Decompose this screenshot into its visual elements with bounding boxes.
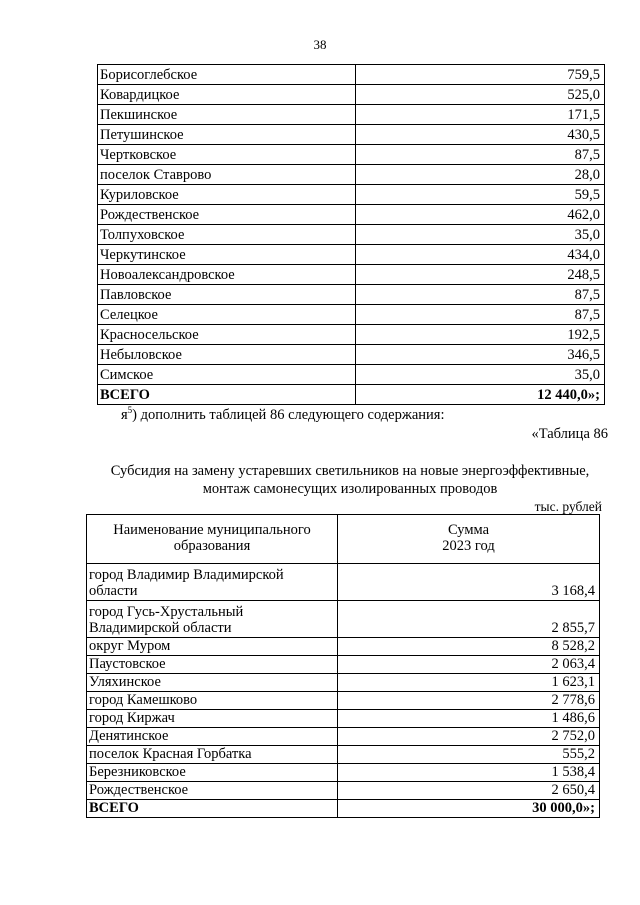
table-header-row [87, 515, 600, 564]
subsidy-amount: 462,0 [356, 205, 605, 225]
table-row [98, 285, 605, 305]
table-row [87, 782, 600, 800]
municipality-name: Петушинское [98, 125, 356, 145]
subsidy-amount: 2 650,4 [338, 782, 600, 800]
table-row [87, 656, 600, 674]
municipality-name: Паустовское [87, 656, 338, 674]
table-row [98, 65, 605, 85]
municipality-name-line-2: Владимирской области [89, 620, 232, 637]
subsidy-amount: 346,5 [356, 345, 605, 365]
total-amount: 12 440,0»; [356, 385, 605, 405]
municipality-name: город Киржач [87, 710, 338, 728]
subsidy-amount: 1 486,6 [338, 710, 600, 728]
header-municipality-line-2: образования [173, 538, 251, 554]
subsidy-amount: 430,5 [356, 125, 605, 145]
subsidy-amount: 192,5 [356, 325, 605, 345]
note-superscript: 5 [127, 405, 133, 415]
municipality-name: поселок Ставрово [98, 165, 356, 185]
municipality-name: Черкутинское [98, 245, 356, 265]
municipality-name: Ковардицкое [98, 85, 356, 105]
table-row [87, 710, 600, 728]
note-prefix: я [121, 406, 128, 423]
subsidy-amount: 525,0 [356, 85, 605, 105]
title-line-2: монтаж самонесущих изолированных проводов [202, 481, 498, 498]
total-row [98, 385, 605, 405]
table-row [98, 125, 605, 145]
municipality-name: Павловское [98, 285, 356, 305]
header-amount-line-1: Сумма [447, 522, 490, 539]
municipality-name-line-1: город Гусь-Хрустальный [89, 604, 244, 621]
municipality-name: Борисоглебское [98, 65, 356, 85]
municipality-name [87, 601, 338, 638]
municipality-name: Новоалександровское [98, 265, 356, 285]
table-row [87, 728, 600, 746]
subsidy-amount: 8 528,2 [338, 638, 600, 656]
subsidy-amount: 759,5 [356, 65, 605, 85]
header-amount [338, 515, 600, 564]
municipality-name: Чертковское [98, 145, 356, 165]
municipality-name: Пекшинское [98, 105, 356, 125]
subsidy-amount: 2 752,0 [338, 728, 600, 746]
table-row [98, 145, 605, 165]
total-label: ВСЕГО [87, 800, 338, 818]
subsidy-amount: 171,5 [356, 105, 605, 125]
municipality-name: Небыловское [98, 345, 356, 365]
table-row [98, 185, 605, 205]
municipality-name: город Камешково [87, 692, 338, 710]
subsidy-amount: 1 538,4 [338, 764, 600, 782]
amendment-note [121, 405, 445, 424]
table-row [87, 692, 600, 710]
table-title [90, 462, 610, 498]
table-row [98, 205, 605, 225]
table-row [98, 325, 605, 345]
table-row [98, 365, 605, 385]
subsidy-amount: 555,2 [338, 746, 600, 764]
municipality-name-line-1: город Владимир Владимирской [89, 567, 284, 584]
subsidy-amount: 35,0 [356, 225, 605, 245]
subsidy-amount: 59,5 [356, 185, 605, 205]
table-row [98, 245, 605, 265]
municipality-name: Уляхинское [87, 674, 338, 692]
municipality-name: Куриловское [98, 185, 356, 205]
municipality-name: Симское [98, 365, 356, 385]
total-row [87, 800, 600, 818]
table-row [98, 165, 605, 185]
table-row [98, 105, 605, 125]
municipality-name-line-2: области [89, 583, 138, 600]
table-row [87, 601, 600, 638]
subsidy-amount: 28,0 [356, 165, 605, 185]
municipality-name: округ Муром [87, 638, 338, 656]
title-line-1: Субсидия на замену устаревших светильников на новые энергоэффективные, [110, 463, 590, 479]
table-row [98, 265, 605, 285]
table-row [98, 85, 605, 105]
municipality-name: Толпуховское [98, 225, 356, 245]
municipality-name: Денятинское [87, 728, 338, 746]
header-municipality [87, 515, 338, 564]
table-row [98, 345, 605, 365]
municipality-name: поселок Красная Горбатка [87, 746, 338, 764]
table-row [87, 638, 600, 656]
subsidy-amount: 87,5 [356, 305, 605, 325]
municipality-name: Рождественское [98, 205, 356, 225]
note-text: ) дополнить таблицей 86 следующего содержания: [132, 406, 445, 423]
subsidy-amount: 87,5 [356, 145, 605, 165]
subsidy-amount: 1 623,1 [338, 674, 600, 692]
total-amount: 30 000,0»; [338, 800, 600, 818]
total-label: ВСЕГО [98, 385, 356, 405]
subsidy-amount: 87,5 [356, 285, 605, 305]
table-row [98, 225, 605, 245]
table-row [87, 764, 600, 782]
municipality-name: Красносельское [98, 325, 356, 345]
subsidy-amount: 2 063,4 [338, 656, 600, 674]
subsidy-amount: 2 855,7 [338, 601, 600, 638]
subsidy-amount: 248,5 [356, 265, 605, 285]
table-row [87, 564, 600, 601]
subsidy-amount: 3 168,4 [338, 564, 600, 601]
table-top-subsidies [97, 64, 605, 405]
header-municipality-line-1: Наименование муниципального [113, 522, 311, 539]
subsidy-amount: 2 778,6 [338, 692, 600, 710]
table-86 [86, 514, 600, 818]
table-row [98, 305, 605, 325]
table-label: «Таблица 86 [531, 426, 608, 442]
header-amount-line-2: 2023 год [442, 538, 495, 554]
table-row [87, 674, 600, 692]
subsidy-amount: 434,0 [356, 245, 605, 265]
units-label: тыс. рублей [534, 499, 602, 514]
municipality-name [87, 564, 338, 601]
municipality-name: Селецкое [98, 305, 356, 325]
subsidy-amount: 35,0 [356, 365, 605, 385]
page-number: 38 [313, 37, 327, 52]
table-row [87, 746, 600, 764]
municipality-name: Рождественское [87, 782, 338, 800]
municipality-name: Березниковское [87, 764, 338, 782]
